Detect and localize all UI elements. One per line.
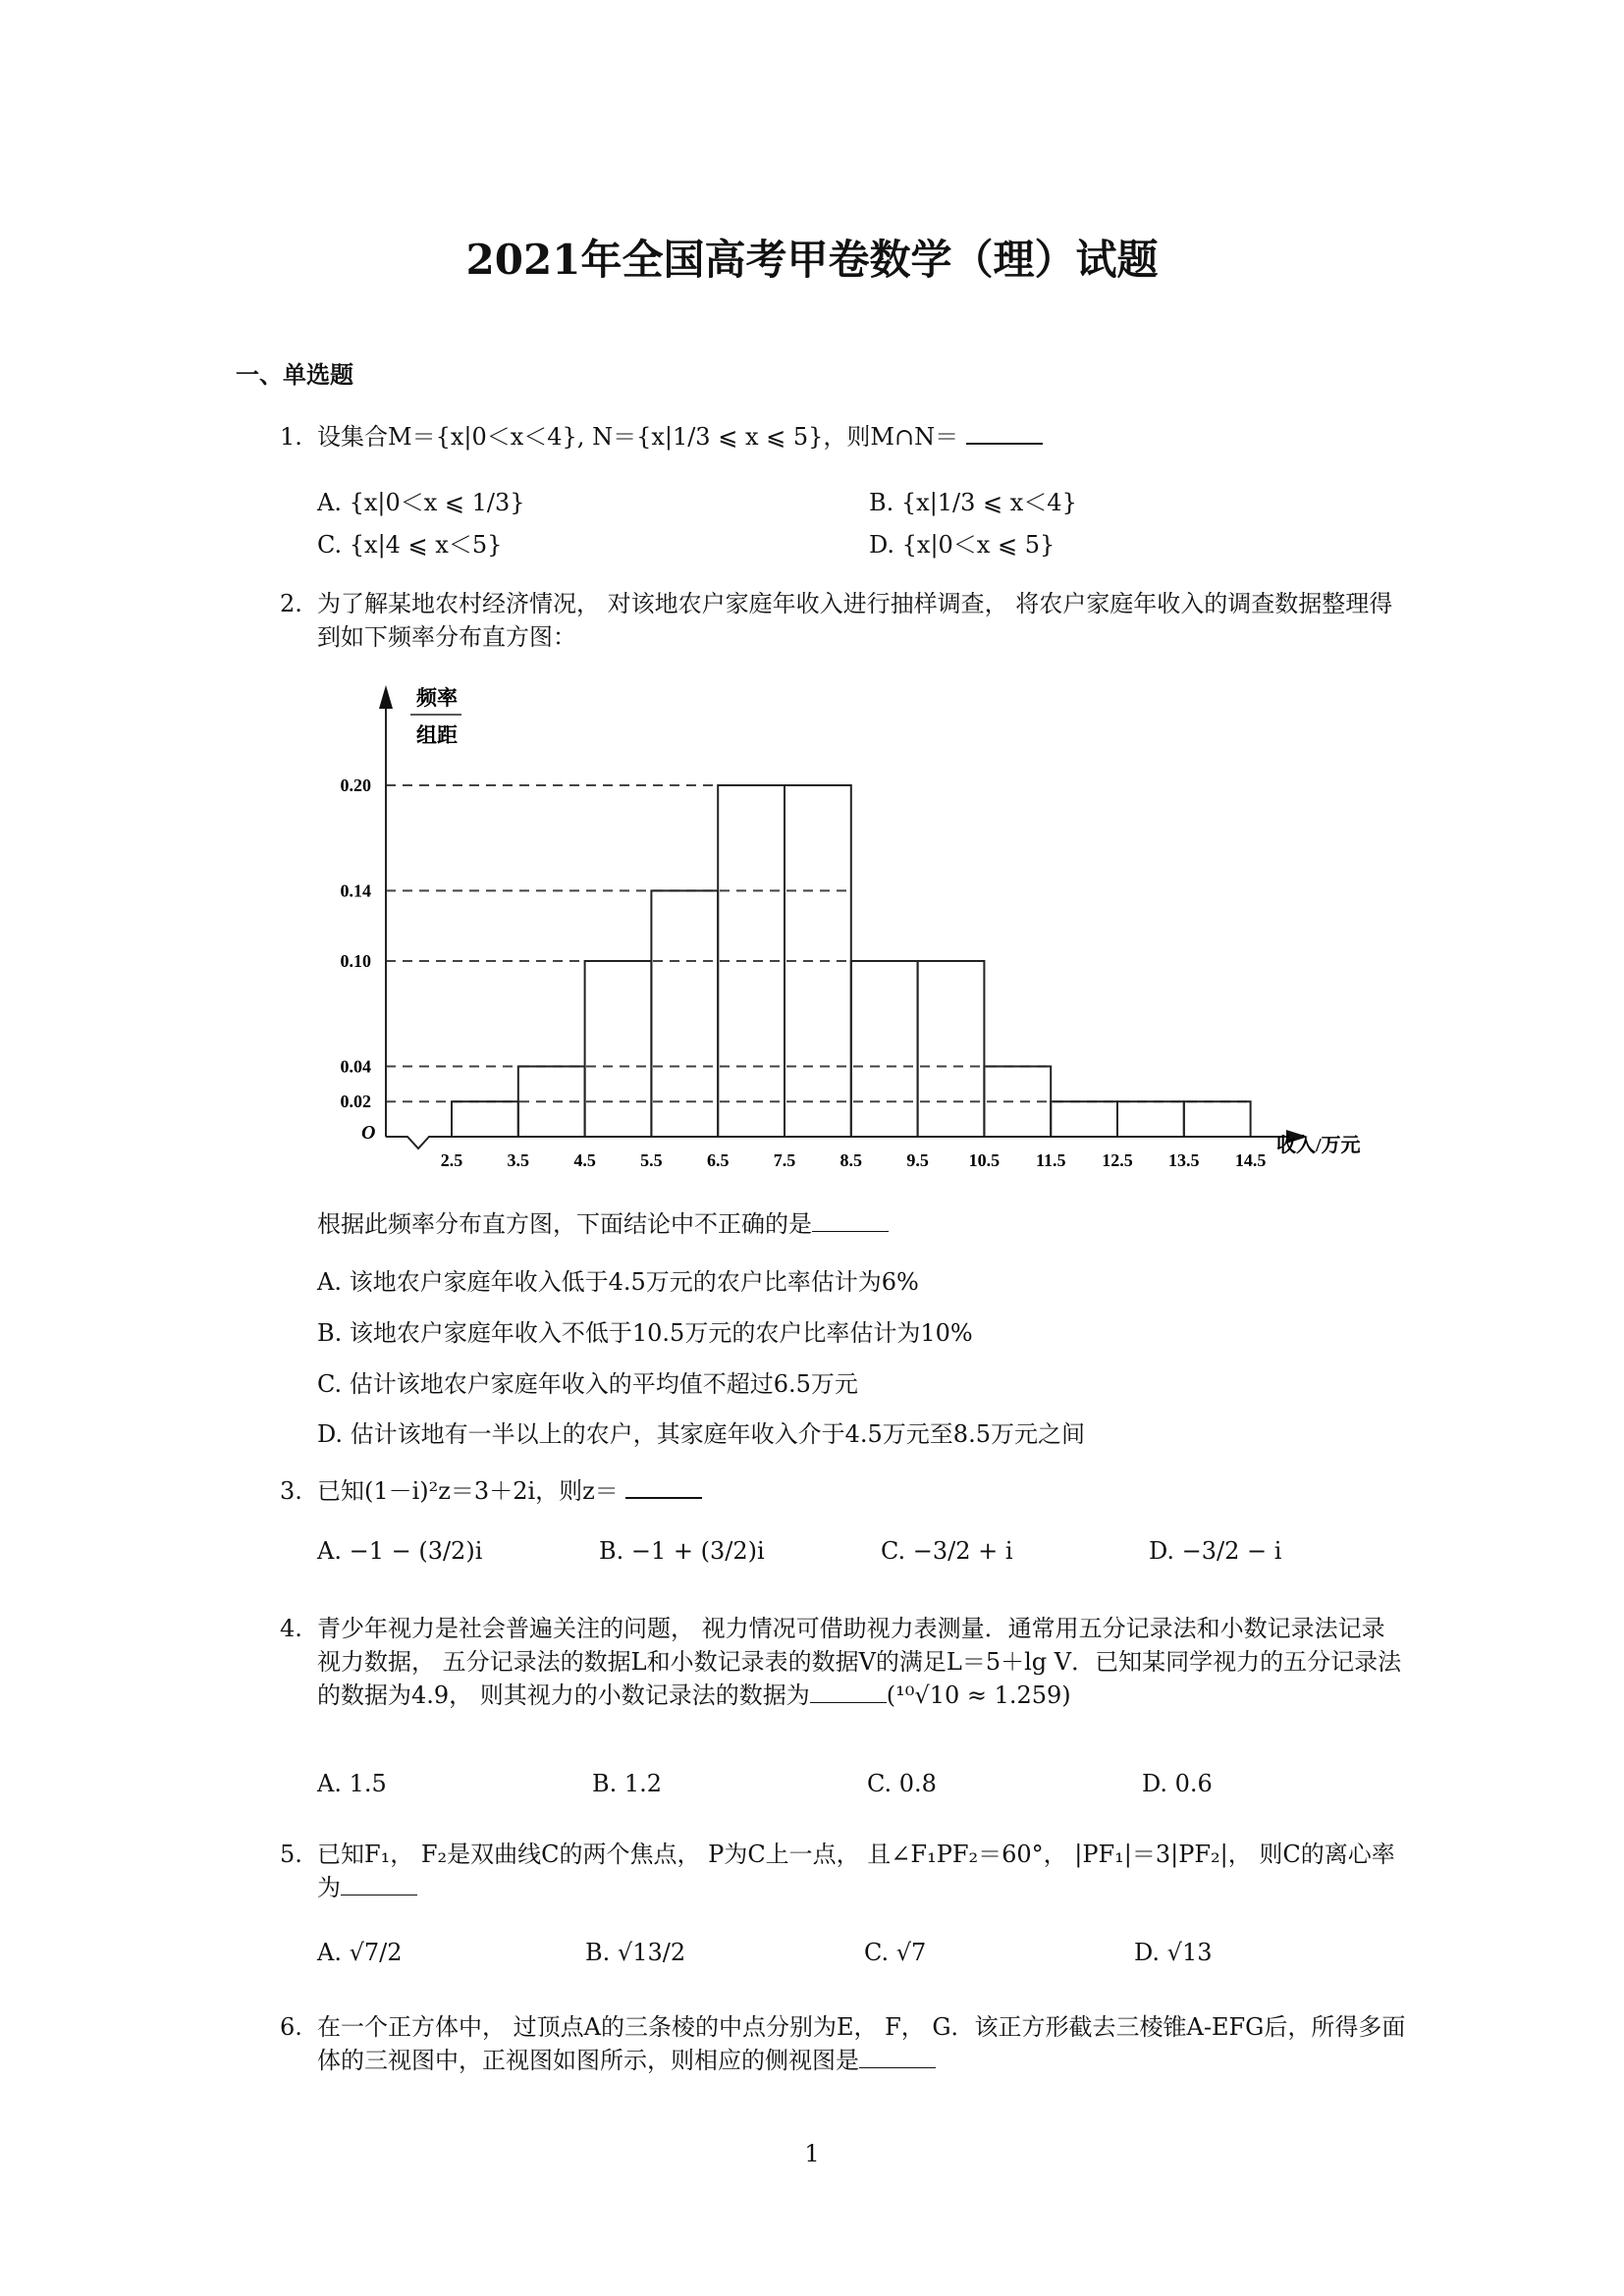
x-tick-label: 7.5: [773, 1150, 796, 1168]
question-text: 已知F₁， F₂是双曲线C的两个焦点， P为C上一点， 且∠F₁PF₂＝60°， |PF₁|＝3|PF₂|， 则C的离心率为: [317, 1841, 1395, 1901]
x-tick-label: 4.5: [573, 1150, 596, 1168]
question-6: [0, 2010, 1624, 2089]
answer-blank: [966, 423, 1043, 445]
x-tick-label: 12.5: [1102, 1150, 1133, 1168]
y-tick-label: 0.02: [340, 1092, 371, 1112]
option-a: A. −1 − (3/2)i: [317, 1537, 483, 1565]
option-d: D. √13: [1134, 1939, 1213, 1966]
option-a: A. {x|0＜x ⩽ 1/3}: [317, 489, 525, 516]
x-tick-label: 11.5: [1035, 1150, 1066, 1168]
histogram-bar: [651, 890, 718, 1137]
histogram-bar: [1184, 1101, 1251, 1137]
option-d: D. 0.6: [1142, 1770, 1213, 1797]
question-text: 青少年视力是社会普遍关注的问题， 视力情况可借助视力表测量．通常用五分记录法和小数记录法记录视力数据， 五分记录法的数据L和小数记录表的数据V的满足L＝5＋lg V．已知某同学视力的五分记录法的数据为4.9， 则其视力的小数记录法的数据为 (¹⁰√10 ≈ 1.259): [317, 1615, 1402, 1709]
option-a: A. √7/2: [317, 1939, 403, 1966]
x-tick-label: 5.5: [640, 1150, 663, 1168]
option-d: D. −3/2 − i: [1149, 1537, 1282, 1565]
question-number: 2.: [280, 590, 302, 617]
option-b: B. √13/2: [585, 1939, 686, 1966]
option-b: B. −1 + (3/2)i: [599, 1537, 765, 1565]
x-tick-label: 9.5: [906, 1150, 929, 1168]
option-c: C. 0.8: [867, 1770, 937, 1797]
section-heading: 一、单选题: [236, 360, 353, 389]
x-tick-label: 14.5: [1234, 1150, 1267, 1168]
question-text: 已知(1－i)²z＝3＋2i，则z＝: [317, 1474, 1407, 1508]
histogram-chart: [314, 677, 1404, 1168]
x-tick-label: 2.5: [440, 1150, 463, 1168]
question-2: [0, 587, 1624, 666]
y-tick-label: 0.04: [340, 1056, 371, 1077]
question-3: [0, 1474, 1624, 1514]
histogram-bar: [918, 961, 985, 1137]
option-d: D. {x|0＜x ⩽ 5}: [869, 531, 1056, 559]
page-title: 2021年全国高考甲卷数学（理）试题: [465, 236, 1159, 284]
histogram-bar: [1117, 1101, 1184, 1137]
page-number: 1: [804, 2140, 820, 2167]
option-b: B. {x|1/3 ⩽ x＜4}: [869, 489, 1077, 516]
question-number: 3.: [280, 1477, 302, 1505]
option-b: B. 该地农户家庭年收入不低于10.5万元的农户比率估计为10%: [317, 1319, 973, 1347]
question-text: 在一个正方体中， 过顶点A的三条棱的中点分别为E， F， G．该正方形截去三棱锥A-EFG后，所得多面体的三视图中，正视图如图所示，则相应的侧视图是: [317, 2013, 1406, 2074]
question-number: 1.: [280, 423, 302, 451]
x-axis-label: 收入/万元: [1276, 1135, 1361, 1156]
question-text: 设集合M＝{x|0＜x＜4}, N＝{x|1/3 ⩽ x ⩽ 5}，则M∩N＝: [317, 420, 1407, 454]
y-tick-label: 0.20: [340, 775, 371, 795]
x-tick-label: 6.5: [706, 1150, 730, 1168]
y-label-top: 频率: [416, 686, 458, 710]
histogram-bar: [452, 1101, 518, 1137]
option-c: C. {x|4 ⩽ x＜5}: [317, 531, 503, 559]
option-a: A. 1.5: [317, 1770, 387, 1797]
y-tick-label: 0.10: [340, 951, 371, 971]
option-b: B. 1.2: [592, 1770, 663, 1797]
y-tick-label: 0.14: [340, 881, 371, 901]
histogram-bar: [851, 961, 918, 1137]
question-1: [0, 420, 1624, 459]
answer-blank: [625, 1477, 702, 1499]
answer-blank: [341, 1875, 417, 1896]
option-a: A. 该地农户家庭年收入低于4.5万元的农户比率估计为6%: [317, 1268, 919, 1296]
question-4: [0, 1612, 1624, 1749]
x-axis: [386, 1137, 1296, 1148]
option-c: C. √7: [864, 1939, 927, 1966]
question-2-followup: 根据此频率分布直方图，下面结论中不正确的是: [317, 1207, 889, 1241]
x-tick-label: 3.5: [507, 1150, 530, 1168]
question-number: 5.: [280, 1841, 302, 1868]
question-5: [0, 1838, 1624, 1916]
answer-blank: [812, 1211, 889, 1232]
x-tick-label: 10.5: [968, 1150, 1001, 1168]
y-axis-arrow-icon: [379, 685, 393, 709]
question-number: 4.: [280, 1615, 302, 1642]
answer-blank: [859, 2048, 936, 2068]
x-tick-label: 13.5: [1168, 1150, 1200, 1168]
histogram-bar: [585, 961, 652, 1137]
answer-blank: [810, 1682, 887, 1703]
x-tick-label: 8.5: [839, 1150, 863, 1168]
question-number: 6.: [280, 2013, 302, 2041]
histogram-bar: [1051, 1101, 1117, 1137]
option-c: C. −3/2 + i: [881, 1537, 1013, 1565]
origin-label: O: [361, 1122, 376, 1144]
y-label-bottom: 组距: [416, 723, 458, 747]
question-text: 为了解某地农村经济情况， 对该地农户家庭年收入进行抽样调查， 将农户家庭年收入的调查数据整理得到如下频率分布直方图：: [317, 590, 1393, 651]
option-d: D. 估计该地有一半以上的农户，其家庭年收入介于4.5万元至8.5万元之间: [317, 1420, 1085, 1448]
option-c: C. 估计该地农户家庭年收入的平均值不超过6.5万元: [317, 1370, 858, 1398]
